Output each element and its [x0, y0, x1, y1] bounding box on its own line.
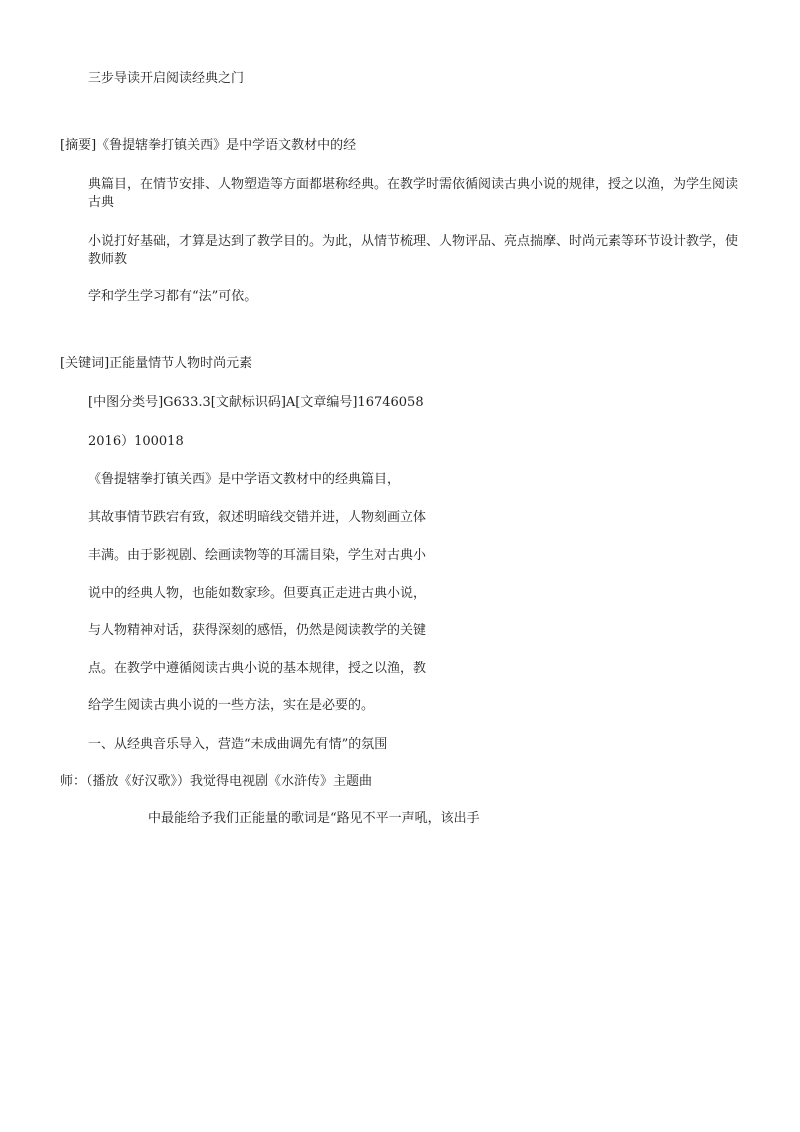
last-line: 中最能给予我们正能量的歌词是“路见不平一声吼，该出手 [148, 811, 480, 826]
keywords: [关键词]正能量情节人物时尚元素 [60, 356, 253, 371]
body-line: 其故事情节跌宕有致，叙述明暗线交错并进，人物刻画立体 [88, 510, 427, 525]
body-line: 给学生阅读古典小说的一些方法，实在是必要的。 [88, 698, 375, 713]
document-title: 三步导读开启阅读经典之门 [88, 71, 245, 86]
body-line: 与人物精神对话，获得深刻的感悟，仍然是阅读教学的关键 [88, 623, 427, 638]
abstract-line-2: 典篇目，在情节安排、人物塑造等方面都堪称经典。在教学时需依循阅读古典小说的规律，授之以渔，为学生阅读古典 [88, 177, 739, 210]
abstract-line-1: [摘要]《鲁提辖拳打镇关西》是中学语文教材中的经 [60, 138, 357, 153]
abstract-line-3: 小说打好基础，才算是达到了教学目的。为此，从情节梳理、人物评品、亮点揣摩、时尚元素等环节设计教学，使教师教 [88, 234, 739, 267]
body-line: 《鲁提辖拳打镇关西》是中学语文教材中的经典篇目， [88, 472, 401, 487]
body-line: 点。在教学中遵循阅读古典小说的基本规律，授之以渔，教 [88, 661, 427, 676]
article-number: 2016）100018 [88, 434, 184, 449]
body-line: 丰满。由于影视剧、绘画读物等的耳濡目染，学生对古典小 [88, 548, 427, 563]
teacher-line: 师：（播放《好汉歌》）我觉得电视剧《水浒传》主题曲 [60, 774, 373, 789]
abstract-line-4: 学和学生学习都有“法”可依。 [88, 289, 258, 304]
classification: [中图分类号]G633.3[文献标识码]A[文章编号]16746058 [88, 395, 424, 410]
section-heading: 一、从经典音乐导入，营造“未成曲调先有情”的氛围 [88, 737, 388, 752]
body-line: 说中的经典人物，也能如数家珍。但要真正走进古典小说， [88, 586, 427, 601]
